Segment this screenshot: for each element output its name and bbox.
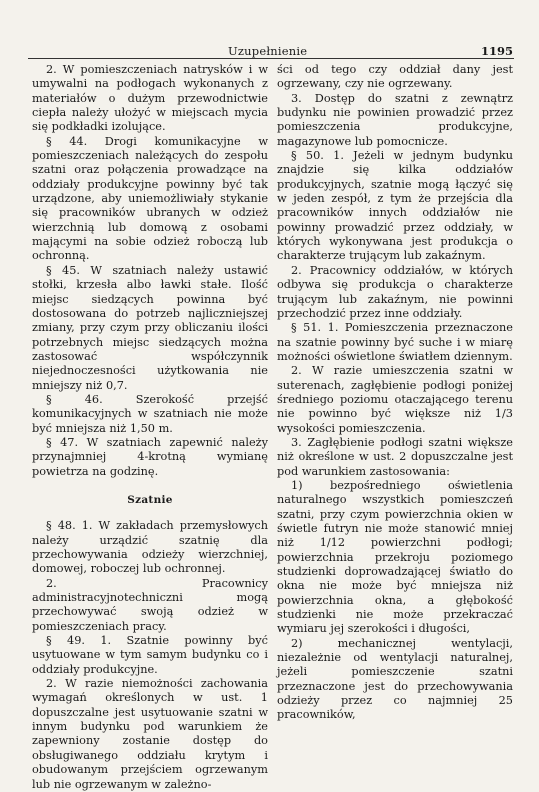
paragraph: § 45. W szatniach należy ustawić stołki, krzesła albo ławki stałe. Ilość miejsc siedzących powinna być dostosowana do potrzeb najliczniejszej zmiany, przy czym przy obliczaniu ilości potrzebnych miejsc siedzących można zastosować współczynnik niejednoczesności użytkowania nie mniejszy niż 0,7. (32, 263, 268, 392)
paragraph: 3. Zagłębienie podłogi szatni większe niż określone w ust. 2 dopuszczalne jest pod warunkiem zastosowania: (277, 435, 513, 478)
paragraph: § 51. 1. Pomieszczenia przeznaczone na szatnie powinny być suche i w miarę możności oświetlone światłem dziennym. (277, 321, 513, 363)
paragraph: 3. Dostęp do szatni z zewnątrz budynku nie powinien prowadzić przez pomieszczenia produkcyjne, magazynowe lub pomocnicze. (277, 91, 513, 148)
paragraph: 2. Pracownicy administracyjnotechniczni mogą przechowywać swoją odzież w pomieszczeniach pracy. (32, 576, 268, 633)
running-header (0, 34, 539, 58)
list-item: 1) bezpośredniego oświetlenia naturalnego wszystkich pomieszczeń szatni, przy czym powierzchnia okien w świetle futryn nie może stanowić mniej niż 1/12 powierzchni podłogi; powierzchnia przekroju poziomego studzienki doprowadzającej światło do okna nie może być mniejsza niż powierzchnia okna, a głębokość studzienki nie może przekraczać wymiaru jej szerokości i długości, (277, 478, 513, 636)
paragraph: § 47. W szatniach zapewnić należy przynajmniej 4-krotną wymianę powietrza na godzinę. (32, 435, 268, 478)
paragraph-continuation: ści od tego czy oddział dany jest ogrzewany, czy nie ogrzewany. (277, 63, 513, 91)
paragraph: 2. W razie umieszczenia szatni w suterenach, zagłębienie podłogi poniżej średniego poziomu otaczającego terenu nie powinno być większe niż 1/3 wysokości pomieszczenia. (277, 364, 513, 435)
paragraph: 2. W razie niemożności zachowania wymagań określonych w ust. 1 dopuszczalne jest usytuowanie szatni w innym budynku pod warunkiem że zapewniony zostanie dostęp do obsługiwanego oddziału krytym i obudowanym przejściem ogrzewanym lub nie ogrzewanym w zależno- (32, 677, 268, 791)
running-title: Uzupełnienie (228, 44, 308, 58)
list-item: 2) mechanicznej wentylacji, niezależnie od wentylacji naturalnej, jeżeli pomieszczenie szatni przeznaczone jest do przechowywania odzieży przez co najmniej 25 pracowników, (277, 636, 513, 722)
section-heading: Szatnie (127, 493, 173, 506)
paragraph: 2. W pomieszczeniach natrysków i w umywalni na podłogach wykonanych z materiałów o dużym przewodnictwie ciepła należy ułożyć w miejscach mycia się podkładki izolujące. (32, 63, 268, 134)
paragraph: § 44. Drogi komunikacyjne w pomieszczeniach należących do zespołu szatni oraz połączenia prowadzące na oddziały produkcyjne powinny być tak urządzone, aby uniemożliwiały stykanie się pracowników ubranych w odzież wierzchnią lub domową z osobami mającymi na sobie odzież roboczą lub ochronną. (32, 134, 268, 263)
header-rule (28, 58, 514, 59)
paragraph: § 50. 1. Jeżeli w jednym budynku znajdzie się kilka oddziałów produkcyjnych, szatnie mogą łączyć się w jeden zespół, z tym że przejścia dla pracowników innych oddziałów nie powinny prowadzić przez oddziały, w których wykonywana jest produkcja o charakterze trującym lub zakaźnym. (277, 149, 513, 263)
paragraph: § 48. 1. W zakładach przemysłowych należy urządzić szatnię dla przechowywania odzieży wierzchniej, domowej, roboczej lub ochronnej. (32, 519, 268, 576)
page-number: 1195 (481, 44, 514, 58)
paragraph: 2. Pracownicy oddziałów, w których odbywa się produkcja o charakterze trującym lub zakaźnym, nie powinni przechodzić przez inne oddziały. (277, 263, 513, 320)
left-column (32, 63, 268, 792)
right-column (277, 63, 513, 723)
paragraph: § 46. Szerokość przejść komunikacyjnych w szatniach nie może być mniejsza niż 1,50 m. (32, 392, 268, 435)
paragraph: § 49. 1. Szatnie powinny być usytuowane w tym samym budynku co i oddziały produkcyjne. (32, 634, 268, 676)
